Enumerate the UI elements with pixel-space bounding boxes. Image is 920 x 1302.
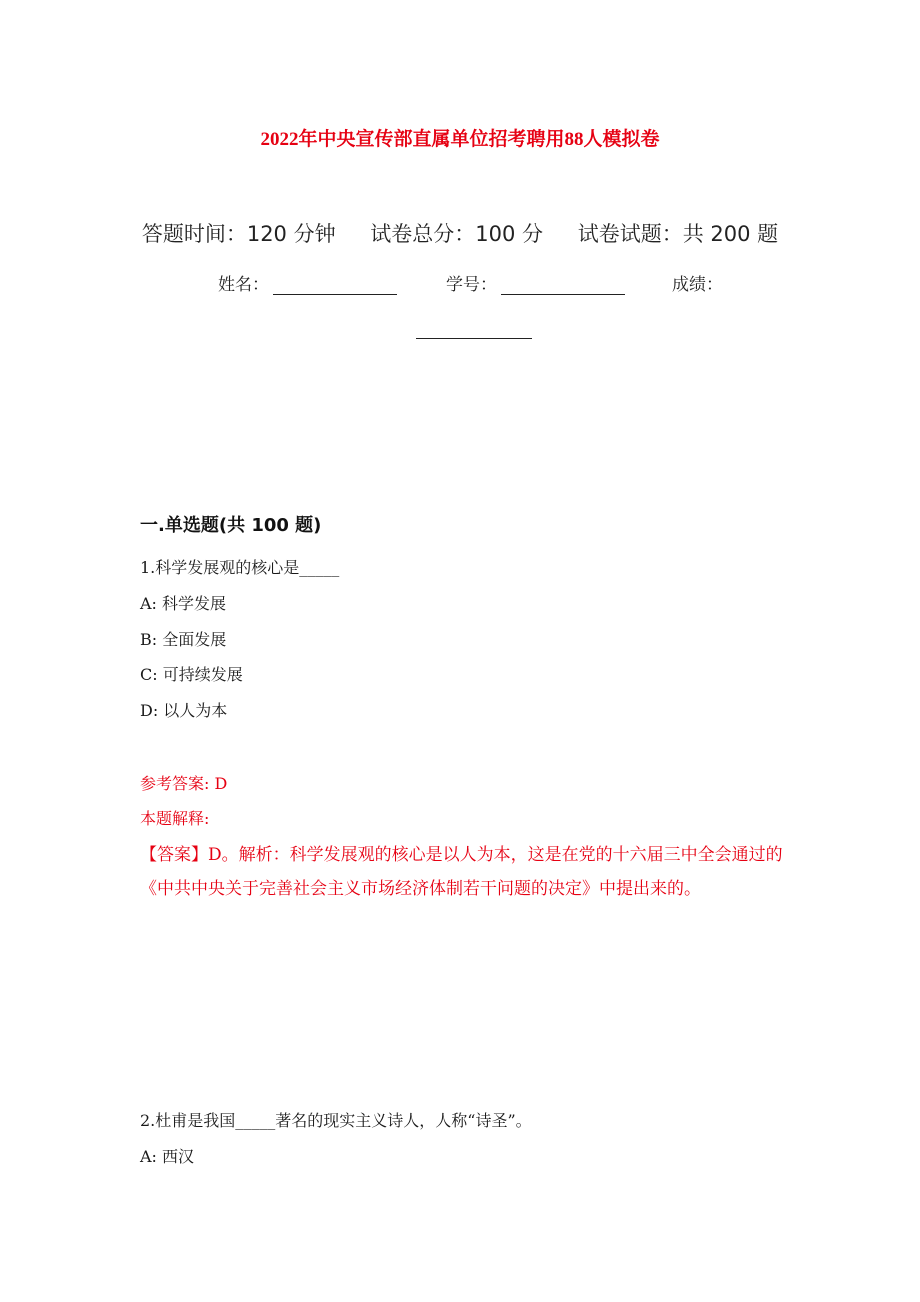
score-label: 成绩：	[672, 275, 723, 295]
question-1-stem: 1.科学发展观的核心是_____	[140, 558, 340, 577]
section-heading: 一.单选题(共 100 题)	[140, 515, 322, 536]
question-2-stem: 2.杜甫是我国_____著名的现实主义诗人，人称“诗圣”。	[140, 1111, 532, 1130]
question-2-option-a: A: 西汉	[140, 1147, 195, 1166]
exam-time: 答题时间：120 分钟	[141, 222, 336, 246]
question-1-option-b: B: 全面发展	[140, 630, 227, 649]
name-label: 姓名：	[218, 275, 269, 295]
exam-title: 2022年中央宣传部直属单位招考聘用88人模拟卷	[260, 129, 660, 150]
question-1-explain-label: 本题解释:	[140, 809, 210, 828]
student-number-blank[interactable]	[501, 276, 625, 295]
student-number-label: 学号：	[446, 275, 497, 295]
exam-question-count: 试卷试题：共 200 题	[577, 222, 779, 246]
name-field	[218, 270, 397, 295]
question-1-answer: 参考答案: D	[140, 774, 228, 793]
score-field	[672, 270, 723, 295]
question-1-explanation: 【答案】D。解析：科学发展观的核心是以人为本，这是在党的十六届三中全会通过的《中共中央关于完善社会主义市场经济体制若干问题的决定》中提出来的。	[140, 845, 783, 899]
exam-meta	[0, 218, 920, 248]
student-number-field	[446, 270, 625, 295]
exam-total-score: 试卷总分：100 分	[370, 222, 544, 246]
question-1-option-a: A: 科学发展	[140, 594, 227, 613]
question-1-option-d: D: 以人为本	[140, 701, 228, 720]
question-1-option-c: C: 可持续发展	[140, 665, 243, 684]
name-blank[interactable]	[273, 276, 397, 295]
score-blank[interactable]	[416, 324, 532, 339]
